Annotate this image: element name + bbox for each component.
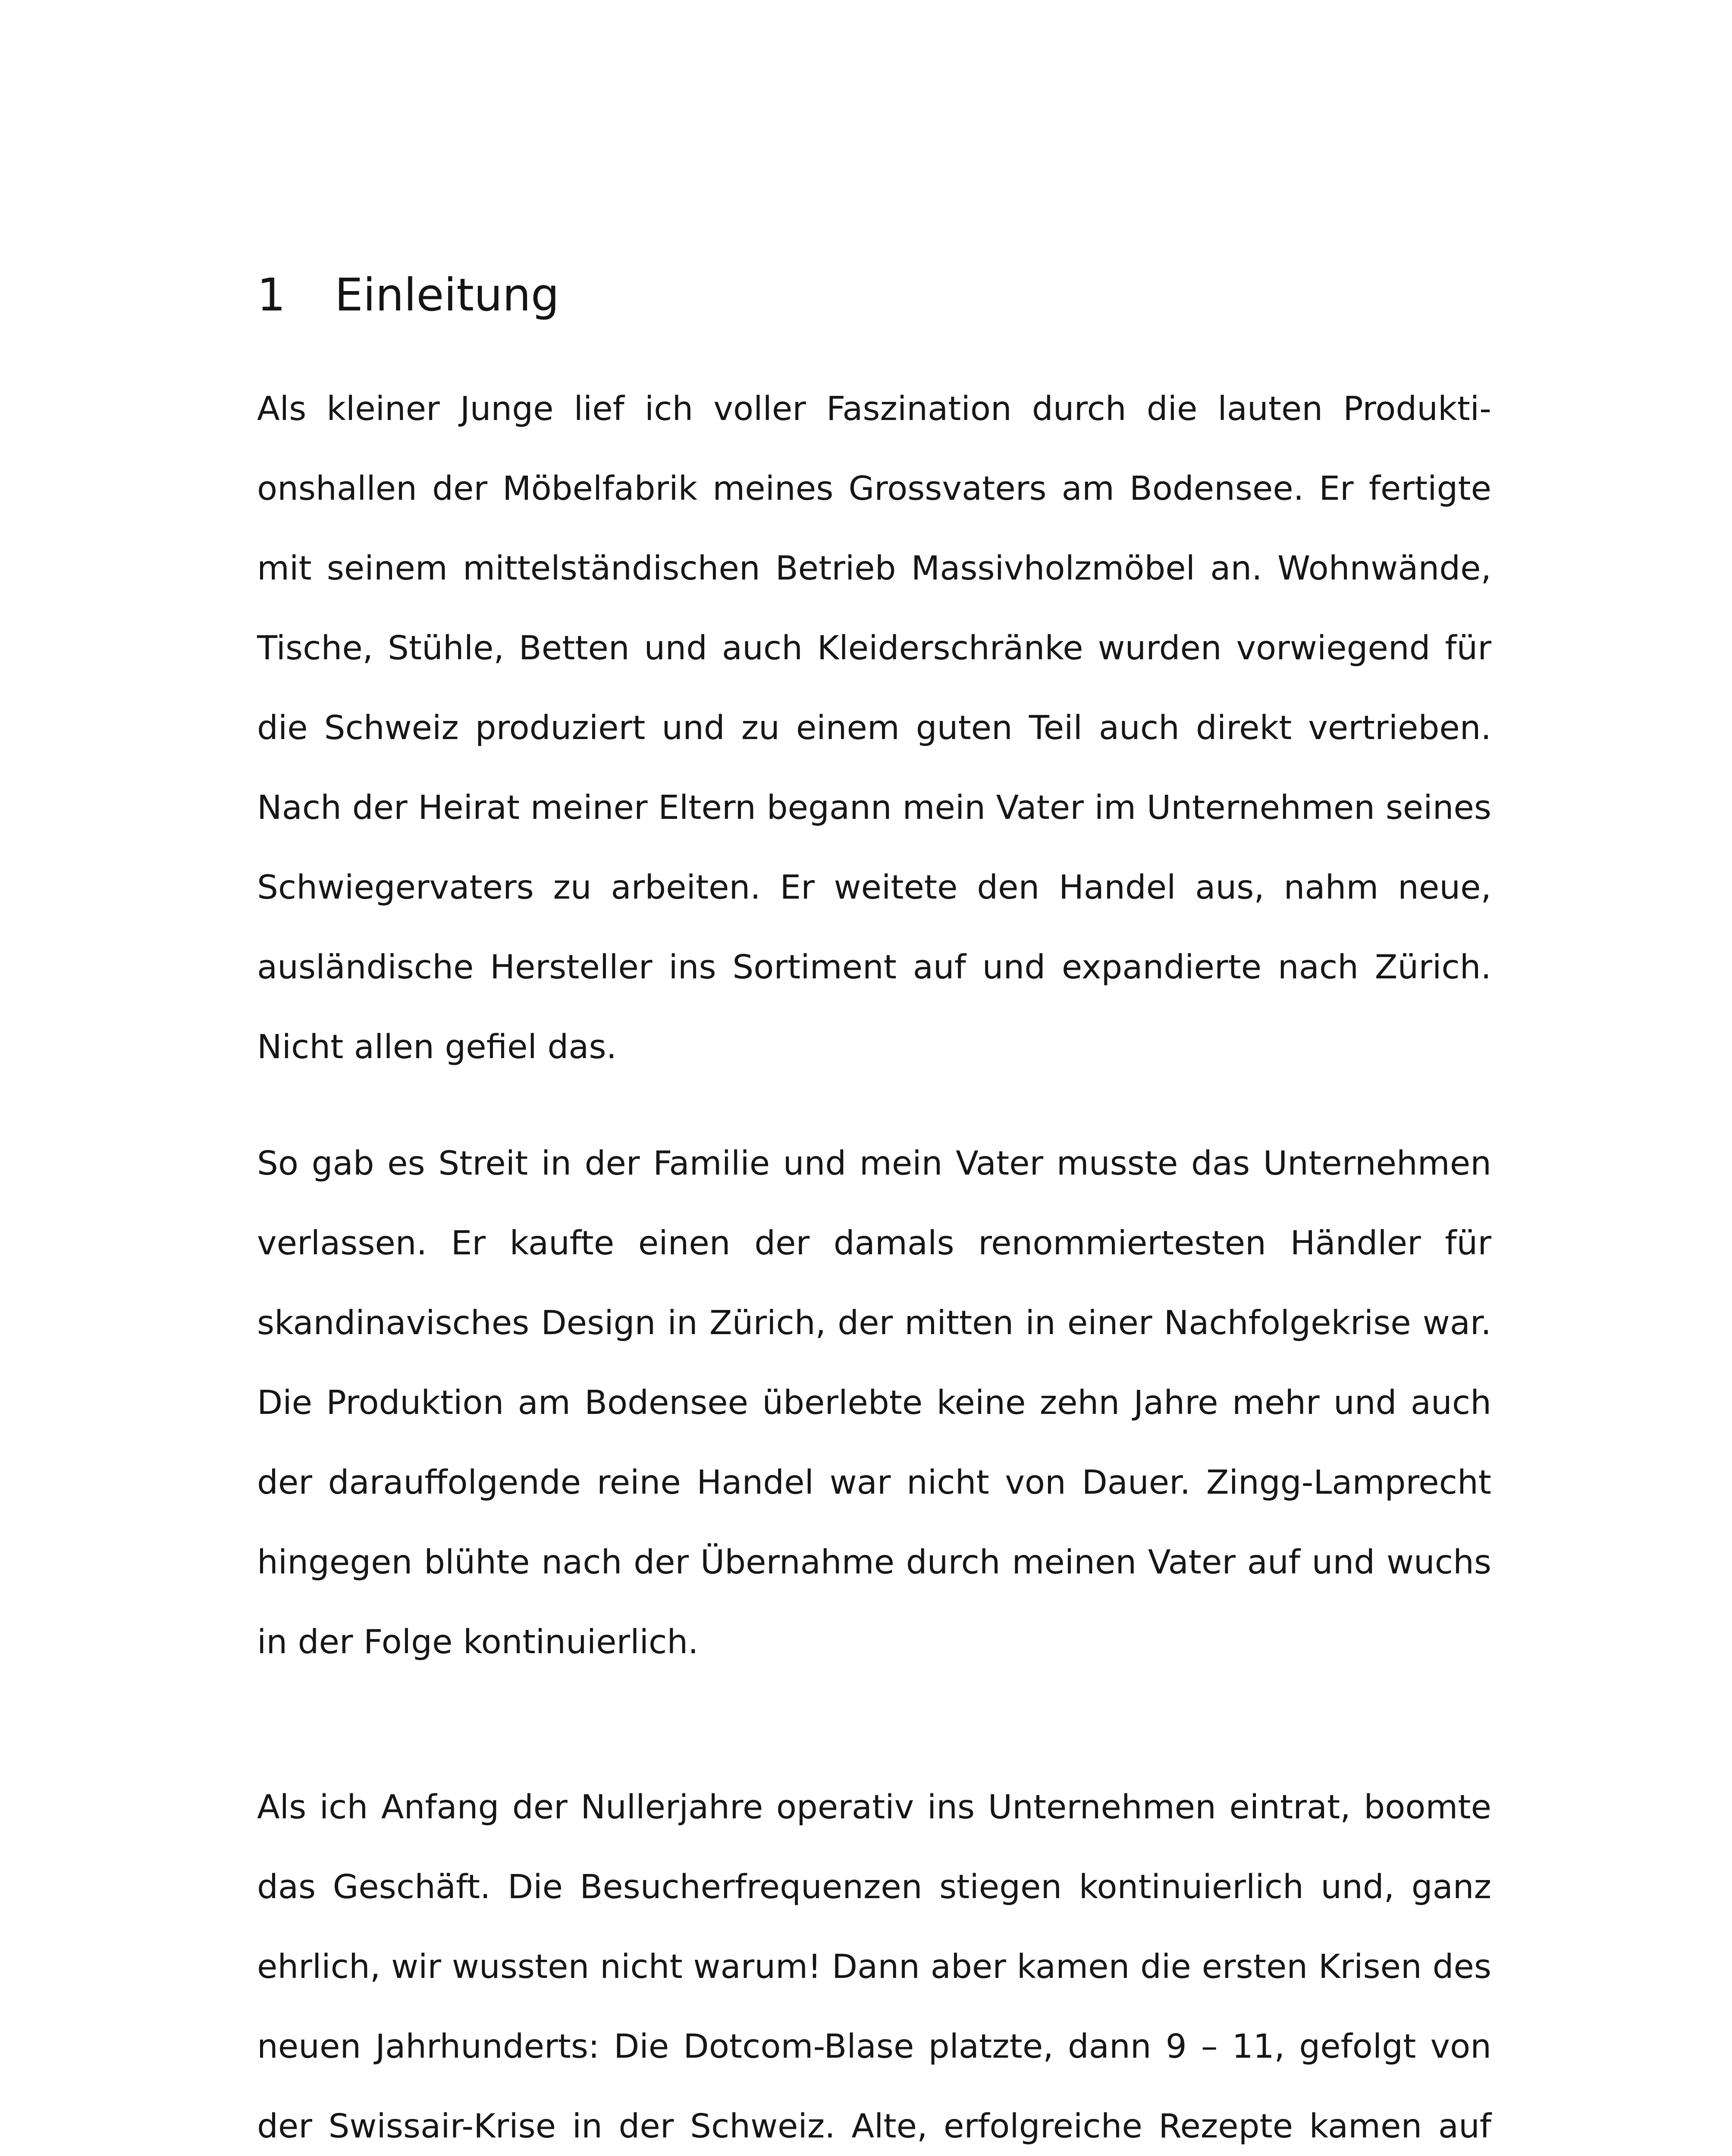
paragraph-1: Als kleiner Junge lief ich voller Faszination durch die lauten Produktionshallen der Möbelfabrik meines Grossvaters am Bodensee. Er fertigte mit seinem mittelständischen Betrieb Massivholzmöbel an. Wohnwände, Tische, Stühle, Betten und auch Kleiderschränke wurden vorwiegend für die Schweiz produziert und zu einem guten Teil auch direkt vertrieben. Nach der Heirat meiner Eltern begann mein Vater im Unternehmen seines Schwiegervaters zu arbeiten. Er weitete den Handel aus, nahm neue, ausländische Hersteller ins Sortiment auf und expandierte nach Zürich. Nicht allen gefiel das.	[257, 390, 1491, 1066]
chapter-heading	[257, 268, 559, 322]
chapter-title: Einleitung	[335, 269, 559, 321]
chapter-number: 1	[257, 269, 286, 321]
paragraph-2: So gab es Streit in der Familie und mein Vater musste das Unternehmen verlassen. Er kaufte einen der damals renommiertesten Händler für skandinavisches Design in Zürich, der mitten in einer Nachfolgekrise war. Die Produktion am Bodensee überlebte keine zehn Jahre mehr und auch der darauffolgende reine Handel war nicht von Dauer. Zingg-Lamprecht hingegen blühte nach der Übernahme durch meinen Vater auf und wuchs in der Folge kontinuierlich.	[257, 1144, 1491, 1661]
paragraph-3: Als ich Anfang der Nullerjahre operativ ins Unternehmen eintrat, boomte das Geschäft. Die Besucherfrequenzen stiegen kontinuierlich und, ganz ehrlich, wir wussten nicht warum! Dann aber kamen die ersten Krisen des neuen Jahrhunderts: Die Dotcom-Blase platzte, dann 9 – 11, gefolgt von der Swissair-Krise in der Schweiz. Alte, erfolgreiche Rezepte kamen auf	[257, 1788, 1491, 2146]
